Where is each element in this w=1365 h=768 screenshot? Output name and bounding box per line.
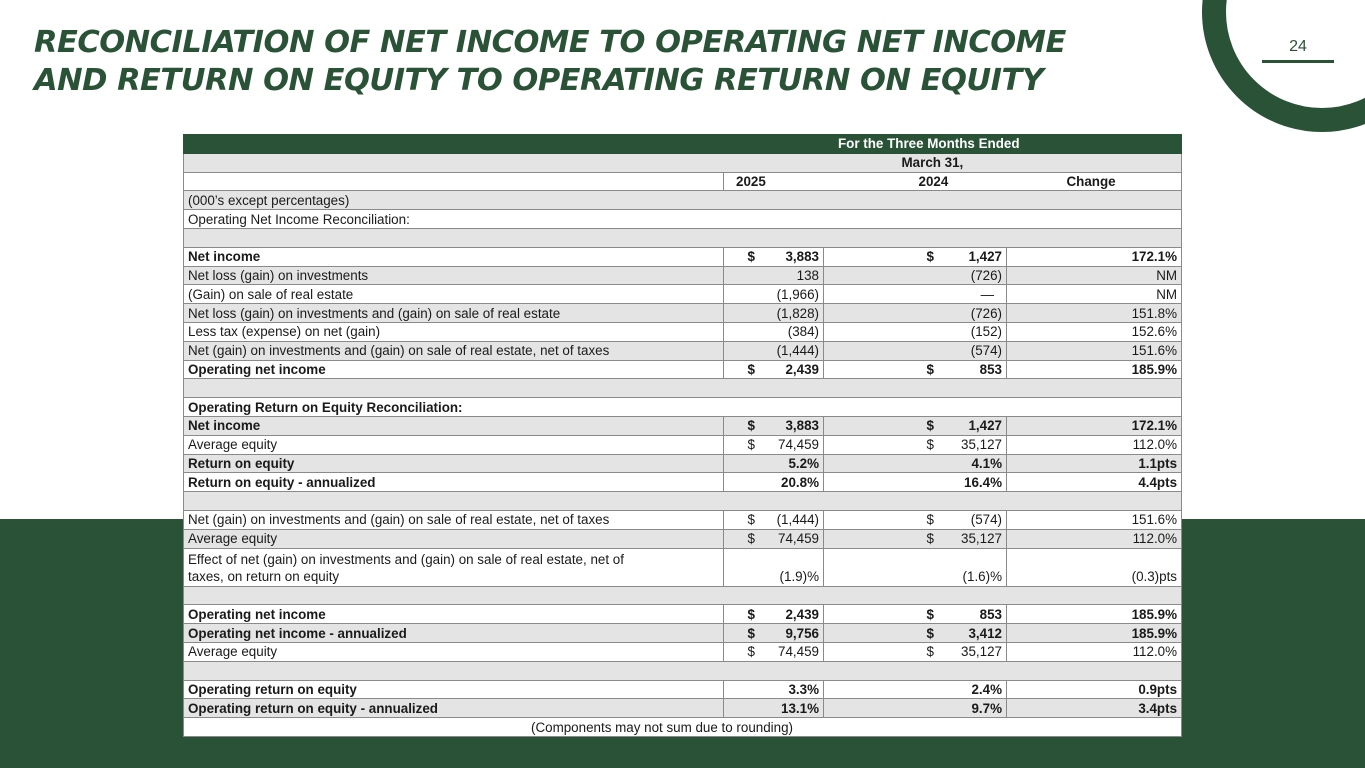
- page-number-underline: [1262, 60, 1334, 63]
- dollar-sign: $: [926, 644, 934, 660]
- row-label: Operating return on equity - annualized: [184, 699, 724, 718]
- value-2024: 853: [979, 606, 1002, 622]
- column-header-2025: 2025: [724, 172, 824, 191]
- value-2025: 138: [724, 266, 824, 285]
- value-change: 0.9pts: [1007, 680, 1182, 699]
- section-title-operating-net-income: Operating Net Income Reconciliation:: [184, 210, 1182, 229]
- section-title-row: [184, 398, 1182, 417]
- value-change: 112.0%: [1007, 435, 1182, 454]
- value-2025: (1,828): [724, 304, 824, 323]
- dollar-sign: $: [747, 606, 755, 622]
- value-2025: 74,459: [778, 437, 819, 453]
- value-2025: 74,459: [778, 531, 819, 547]
- row-label: Return on equity - annualized: [184, 473, 724, 492]
- value-change: 151.8%: [1007, 304, 1182, 323]
- value-2025: (1,444): [776, 512, 819, 528]
- row-label: Operating return on equity: [184, 680, 724, 699]
- value-2024: 3,412: [968, 625, 1002, 641]
- value-2024: 853: [979, 361, 1002, 377]
- row-label: Net income: [184, 416, 724, 435]
- value-2025: 20.8%: [724, 473, 824, 492]
- value-2024: (726): [824, 266, 1007, 285]
- value-2024: 1,427: [968, 249, 1002, 265]
- dollar-sign: $: [926, 361, 934, 377]
- value-2024: 4.1%: [824, 454, 1007, 473]
- value-2025: 13.1%: [724, 699, 824, 718]
- value-2024: (152): [824, 322, 1007, 341]
- dollar-sign: $: [747, 361, 755, 377]
- value-2025: (1,444): [724, 341, 824, 360]
- value-change: 185.9%: [1007, 360, 1182, 379]
- table-row: [184, 416, 1182, 435]
- value-change: 185.9%: [1007, 624, 1182, 643]
- value-change: (0.3)pts: [1007, 548, 1182, 586]
- value-2025: 3,883: [785, 418, 819, 434]
- row-label: Net (gain) on investments and (gain) on sale of real estate, net of taxes: [184, 341, 724, 360]
- row-label: Average equity: [184, 435, 724, 454]
- table-row: [184, 605, 1182, 624]
- table-row: [184, 266, 1182, 285]
- row-label: (Gain) on sale of real estate: [184, 285, 724, 304]
- row-label: [184, 548, 724, 586]
- table-row: [184, 435, 1182, 454]
- units-note-row: [184, 191, 1182, 210]
- spacer-row: [184, 492, 1182, 511]
- units-note: (000’s except percentages): [184, 191, 1182, 210]
- value-change: 4.4pts: [1007, 473, 1182, 492]
- dollar-sign: $: [747, 625, 755, 641]
- value-2025: 3.3%: [724, 680, 824, 699]
- table-row: [184, 247, 1182, 266]
- value-2024: 35,127: [961, 531, 1002, 547]
- value-2024: 16.4%: [824, 473, 1007, 492]
- row-label-line-2: taxes, on return on equity: [188, 568, 340, 584]
- section-title-row: [184, 210, 1182, 229]
- table-row: [184, 699, 1182, 718]
- value-change: 185.9%: [1007, 605, 1182, 624]
- dollar-sign: $: [926, 625, 934, 641]
- row-label: Return on equity: [184, 454, 724, 473]
- column-header-2024: 2024: [824, 172, 1007, 191]
- value-change: 172.1%: [1007, 416, 1182, 435]
- table-row: [184, 473, 1182, 492]
- value-2025: 5.2%: [724, 454, 824, 473]
- spacer-row: [184, 228, 1182, 247]
- value-2024: 1,427: [968, 418, 1002, 434]
- dollar-sign: $: [926, 531, 934, 547]
- page-number: 24: [1289, 38, 1307, 55]
- table-row: [184, 360, 1182, 379]
- value-2024: 35,127: [961, 644, 1002, 660]
- value-2025: 9,756: [785, 625, 819, 641]
- row-label: Net income: [184, 247, 724, 266]
- column-header-change: Change: [1007, 172, 1182, 191]
- value-2025: 2,439: [785, 606, 819, 622]
- value-change: 151.6%: [1007, 510, 1182, 529]
- value-change: 112.0%: [1007, 529, 1182, 548]
- value-change: 1.1pts: [1007, 454, 1182, 473]
- value-2025: (384): [724, 322, 824, 341]
- dollar-sign: $: [747, 249, 755, 265]
- value-2024: (726): [824, 304, 1007, 323]
- row-label-line-1: Effect of net (gain) on investments and (gain) on sale of real estate, net of: [188, 551, 624, 567]
- value-2024: (1.6)%: [824, 548, 1007, 586]
- slide-title-line-2: AND RETURN ON EQUITY TO OPERATING RETURN ON EQUITY: [34, 63, 1044, 98]
- dollar-sign: $: [747, 531, 755, 547]
- value-2024: 9.7%: [824, 699, 1007, 718]
- dollar-sign: $: [747, 437, 755, 453]
- value-change: 112.0%: [1007, 642, 1182, 661]
- value-change: NM: [1007, 266, 1182, 285]
- table-row: [184, 529, 1182, 548]
- dollar-sign: $: [747, 418, 755, 434]
- row-label: Net loss (gain) on investments and (gain) on sale of real estate: [184, 304, 724, 323]
- section-title-operating-roe: Operating Return on Equity Reconciliation:: [184, 398, 1182, 417]
- header-date-row: [184, 153, 1182, 172]
- header-period-row: [184, 135, 1182, 154]
- value-2025: 2,439: [785, 361, 819, 377]
- decorative-ring: [1202, 0, 1365, 132]
- table-row: [184, 680, 1182, 699]
- table-row: [184, 454, 1182, 473]
- dollar-sign: $: [926, 418, 934, 434]
- footnote: (Components may not sum due to rounding): [184, 718, 1182, 737]
- value-2025: 74,459: [778, 644, 819, 660]
- row-label: Operating net income: [184, 360, 724, 379]
- table-row: [184, 624, 1182, 643]
- value-change: NM: [1007, 285, 1182, 304]
- row-label: Less tax (expense) on net (gain): [184, 322, 724, 341]
- spacer-row: [184, 661, 1182, 680]
- row-label: Net loss (gain) on investments: [184, 266, 724, 285]
- value-change: 151.6%: [1007, 341, 1182, 360]
- row-label: Average equity: [184, 642, 724, 661]
- row-label: Operating net income: [184, 605, 724, 624]
- table-row: [184, 510, 1182, 529]
- table-row: [184, 341, 1182, 360]
- value-change: 3.4pts: [1007, 699, 1182, 718]
- value-2024: (574): [970, 512, 1002, 528]
- table-row: [184, 548, 1182, 586]
- table-row: [184, 322, 1182, 341]
- value-2024: 35,127: [961, 437, 1002, 453]
- table-row: [184, 642, 1182, 661]
- header-years-row: [184, 172, 1182, 191]
- dollar-sign: $: [926, 437, 934, 453]
- value-2025: (1,966): [724, 285, 824, 304]
- value-2025: 3,883: [785, 249, 819, 265]
- dollar-sign: $: [747, 644, 755, 660]
- value-2024: 2.4%: [824, 680, 1007, 699]
- footnote-row: [184, 718, 1182, 737]
- row-label: Operating net income - annualized: [184, 624, 724, 643]
- reconciliation-table: [183, 134, 1182, 737]
- dollar-sign: $: [747, 512, 755, 528]
- dollar-sign: $: [926, 512, 934, 528]
- table-row: [184, 304, 1182, 323]
- dollar-sign: $: [926, 606, 934, 622]
- slide-title: [34, 24, 1204, 100]
- value-2024: —: [824, 285, 1007, 304]
- value-2024: (574): [824, 341, 1007, 360]
- value-change: 152.6%: [1007, 322, 1182, 341]
- spacer-row: [184, 379, 1182, 398]
- spacer-row: [184, 586, 1182, 605]
- value-change: 172.1%: [1007, 247, 1182, 266]
- value-2025: (1.9)%: [724, 548, 824, 586]
- header-date: March 31,: [724, 153, 1182, 172]
- row-label: Average equity: [184, 529, 724, 548]
- header-period: For the Three Months Ended: [724, 135, 1182, 154]
- table-row: [184, 285, 1182, 304]
- dollar-sign: $: [926, 249, 934, 265]
- row-label: Net (gain) on investments and (gain) on sale of real estate, net of taxes: [184, 510, 724, 529]
- slide-title-line-1: RECONCILIATION OF NET INCOME TO OPERATING NET INCOME: [34, 25, 1066, 60]
